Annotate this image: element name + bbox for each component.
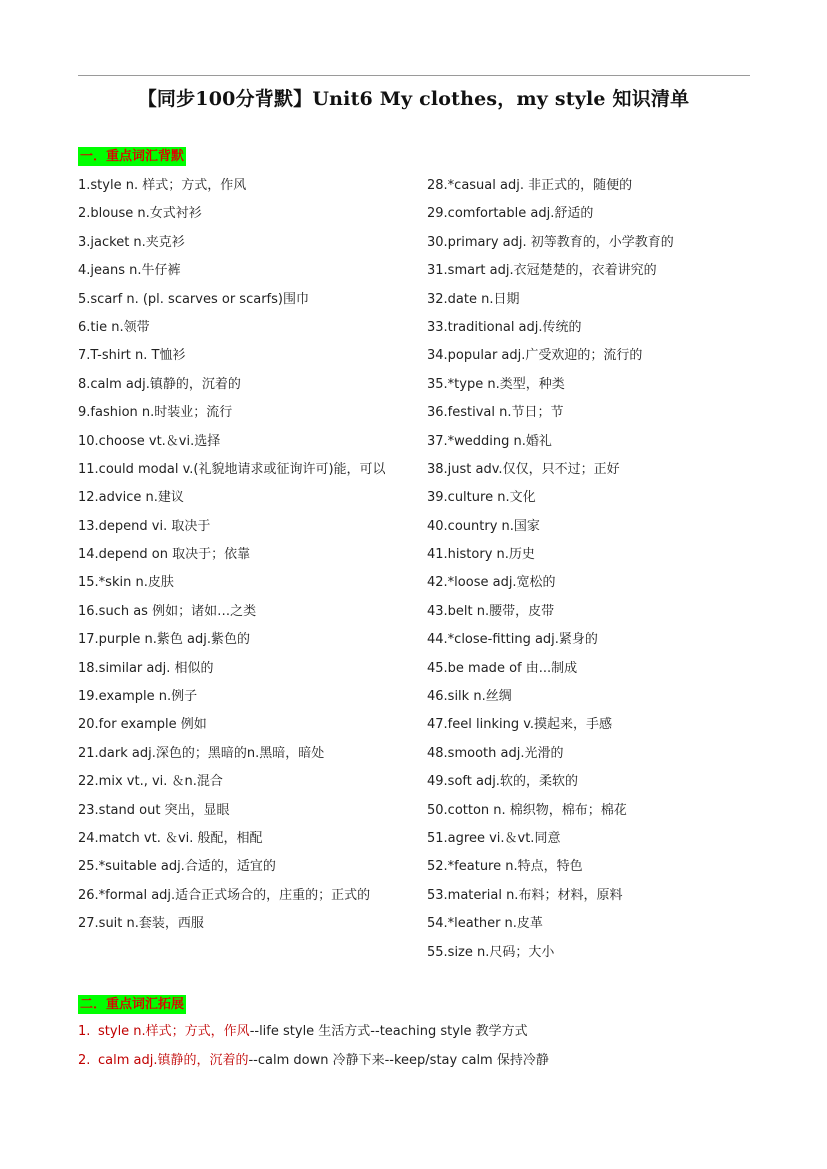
vocab-item: 39.culture n.文化 bbox=[427, 490, 536, 506]
vocab-item: 34.popular adj.广受欢迎的；流行的 bbox=[427, 348, 643, 364]
vocab-item: 26.*formal adj.适合正式场合的，庄重的；正式的 bbox=[78, 887, 371, 903]
vocab-item: 23.stand out 突出，显眼 bbox=[78, 802, 230, 818]
extension-phrases: --life style 生活方式--teaching style 教学方式 bbox=[249, 1024, 528, 1039]
vocab-item: 45.be made of 由...制成 bbox=[427, 660, 578, 676]
header-rule bbox=[78, 75, 750, 76]
vocab-item: 33.traditional adj.传统的 bbox=[427, 319, 582, 335]
vocab-item: 37.*wedding n.婚礼 bbox=[427, 433, 552, 449]
vocab-item: 27.suit n.套装，西服 bbox=[78, 916, 204, 932]
vocab-item: 1.style n. 样式；方式，作风 bbox=[78, 178, 247, 193]
vocab-item: 41.history n.历史 bbox=[427, 547, 535, 563]
vocab-item: 13.depend vi. 取决于 bbox=[78, 518, 211, 534]
vocab-item: 49.soft adj.软的，柔软的 bbox=[427, 774, 578, 790]
vocab-item: 9.fashion n.时装业；流行 bbox=[78, 405, 233, 421]
vocab-item: 38.just adv.仅仅，只不过；正好 bbox=[427, 461, 620, 477]
vocab-item: 21.dark adj.深色的；黑暗的n.黑暗，暗处 bbox=[78, 745, 325, 761]
vocab-item: 31.smart adj.衣冠楚楚的，衣着讲究的 bbox=[427, 263, 657, 279]
vocab-item: 4.jeans n.牛仔裤 bbox=[78, 263, 181, 279]
vocab-item: 18.similar adj. 相似的 bbox=[78, 660, 214, 676]
vocab-item: 6.tie n.领带 bbox=[78, 319, 150, 335]
vocab-item: 24.match vt. ＆vi. 般配，相配 bbox=[78, 831, 263, 846]
extension-item bbox=[78, 1022, 528, 1042]
vocab-item: 11.could modal v.(礼貌地请求或征询许可)能，可以 bbox=[78, 461, 386, 477]
section-heading-extension: 二．重点词汇拓展 bbox=[80, 997, 185, 1012]
vocab-item: 22.mix vt., vi. ＆n.混合 bbox=[78, 774, 223, 790]
vocab-item: 17.purple n.紫色 adj.紫色的 bbox=[78, 632, 250, 648]
vocab-item: 16.such as 例如；诸如…之类 bbox=[78, 603, 257, 619]
extension-item bbox=[78, 1051, 549, 1071]
extension-headword: style n.样式；方式，作风 bbox=[98, 1024, 250, 1039]
extension-phrases: --calm down 冷静下来--keep/stay calm 保持冷静 bbox=[248, 1053, 549, 1068]
vocab-item: 10.choose vt.＆vi.选择 bbox=[78, 433, 221, 449]
vocab-item: 48.smooth adj.光滑的 bbox=[427, 745, 564, 761]
vocab-item: 5.scarf n. (pl. scarves or scarfs)围巾 bbox=[78, 291, 309, 307]
vocab-item: 30.primary adj. 初等教育的，小学教育的 bbox=[427, 234, 674, 250]
vocab-item: 3.jacket n.夹克衫 bbox=[78, 234, 185, 250]
vocab-item: 55.size n.尺码；大小 bbox=[427, 944, 555, 960]
vocab-item: 53.material n.布料；材料，原料 bbox=[427, 887, 623, 903]
vocab-item: 52.*feature n.特点，特色 bbox=[427, 859, 583, 875]
vocab-item: 2.blouse n.女式衬衫 bbox=[78, 206, 202, 222]
vocab-item: 12.advice n.建议 bbox=[78, 490, 184, 506]
extension-number: 2. bbox=[78, 1053, 91, 1068]
extension-headword: calm adj.镇静的，沉着的 bbox=[98, 1053, 249, 1068]
vocab-item: 29.comfortable adj.舒适的 bbox=[427, 206, 594, 222]
vocab-item: 50.cotton n. 棉织物，棉布；棉花 bbox=[427, 802, 627, 818]
vocab-item: 43.belt n.腰带，皮带 bbox=[427, 603, 555, 619]
section-heading-vocabulary: 一．重点词汇背默 bbox=[80, 149, 185, 164]
vocab-item: 47.feel linking v.摸起来，手感 bbox=[427, 717, 613, 733]
vocab-item: 25.*suitable adj.合适的，适宜的 bbox=[78, 859, 276, 875]
vocab-item: 15.*skin n.皮肤 bbox=[78, 575, 174, 591]
vocab-item: 51.agree vi.＆vt.同意 bbox=[427, 830, 561, 846]
vocab-item: 36.festival n.节日；节 bbox=[427, 405, 564, 421]
vocab-item: 14.depend on 取决于；依靠 bbox=[78, 547, 251, 563]
extension-number: 1. bbox=[78, 1024, 91, 1039]
vocab-item: 35.*type n.类型，种类 bbox=[427, 376, 565, 392]
vocab-list-right bbox=[427, 172, 757, 967]
vocab-item: 40.country n.国家 bbox=[427, 518, 540, 534]
vocab-item: 28.*casual adj. 非正式的，随便的 bbox=[427, 178, 633, 193]
vocab-item: 44.*close-fitting adj.紧身的 bbox=[427, 632, 598, 648]
vocab-item: 42.*loose adj.宽松的 bbox=[427, 575, 556, 591]
vocab-list-left bbox=[78, 172, 404, 939]
vocab-item: 54.*leather n.皮革 bbox=[427, 916, 543, 932]
vocab-item: 7.T-shirt n. T恤衫 bbox=[78, 348, 186, 364]
vocab-item: 20.for example 例如 bbox=[78, 717, 207, 733]
vocab-item: 46.silk n.丝绸 bbox=[427, 689, 512, 705]
page-title: 【同步100分背默】Unit6 My clothes，my style 知识清单 bbox=[137, 88, 690, 110]
vocab-item: 32.date n.日期 bbox=[427, 291, 520, 307]
vocab-item: 19.example n.例子 bbox=[78, 689, 198, 705]
vocab-item: 8.calm adj.镇静的，沉着的 bbox=[78, 376, 241, 392]
